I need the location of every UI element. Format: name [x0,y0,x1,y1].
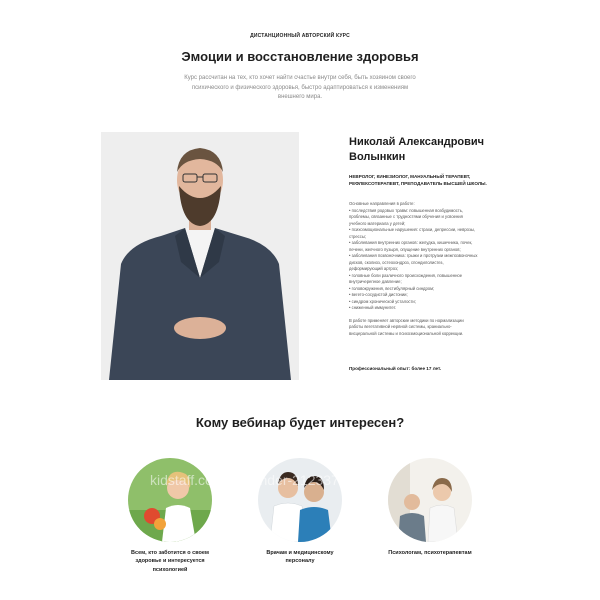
audience-label-healthy-person [110,549,230,574]
audience-photo-psychologists [388,458,472,542]
course-intro: Курс рассчитан на тех, кто хочет найти счастье внутри себя, быть хозяином своего психического и физического здоровья, быстро адаптироваться к изменениям внешнего мира. [184,75,416,101]
audience-photo-healthy-person [128,458,212,542]
author-body-line: • заболевания позвоночника: грыжи и протрузии межпозвоночных [349,253,478,258]
label-line: психологией [152,566,188,573]
author-description [349,201,499,337]
audience-label-doctors [240,549,360,566]
author-experience: Профессиональный опыт: более 17 лет. [349,366,442,371]
author-body-line: стрессы; [349,233,367,239]
author-body-line: деформирующий артроз; [349,266,399,271]
author-name-line1: Николай Александрович [349,136,485,148]
label-line: Психологам, психотерапевтам [388,550,472,556]
label-line: Всем, кто заботится о своем [131,550,209,556]
course-kicker: ДИСТАНЦИОННЫЙ АВТОРСКИЙ КУРС [250,33,350,39]
author-body-line: • психоэмоциональные нарушения: страхи, депрессии, неврозы, [349,227,476,232]
author-photo [101,132,299,380]
author-body-line: • головные боли различного происхождения, повышенное [349,272,463,278]
author-body-line: печени, желчного пузыря, опущение внутренних органов; [349,246,461,252]
label-line: здоровье и интересуется [135,558,205,565]
author-body2-line: висцеральной системы и психоэмоциональной коррекции. [349,330,464,336]
author-name-line2: Волынкин [349,150,406,163]
author-body-line: • последствия родовых травм: повышенная возбудимость, [349,207,464,213]
author-body2-line: В работе применяет авторские методики по нормализации [349,317,464,323]
author-role: НЕВРОЛОГ, КИНЕЗИОЛОГ, МАНУАЛЬНЫЙ ТЕРАПЕВТ, РЕФЛЕКСОТЕРАПЕВТ, ПРЕПОДАВАТЕЛЬ ВЫСШЕЙ ШКОЛЫ. [349,174,487,187]
label-line: персоналу [285,558,315,565]
author-body-line: дисков, сколиоз, остеохондроз, спондилолистез, [349,259,444,265]
label-line: Врачам и медицинскому [266,550,334,556]
author-body-line: • синдром хронической усталости; [349,298,416,304]
author-body-line: • головокружения, вестибулярный синдром; [349,285,435,291]
audience-photo-doctors [258,458,342,542]
course-title: Эмоции и восстановление здоровья [181,49,419,64]
author-body-line: • вегето-сосудистой дистонии; [349,292,408,297]
watermark: kidstaff.com.ua/tender-212337.html [150,472,370,488]
author-body-line: внутричерепное давление; [349,279,402,284]
audience-title: Кому вебинар будет интересен? [195,415,405,430]
author-body-line: проблемы, связанные с трудностями обучения и усвоения [349,214,463,219]
author-body-line: • сниженный иммунитет. [349,305,397,310]
author-body-line: • заболевания внутренних органов: желудка, кишечника, почек, [349,240,473,245]
author-body2-line: работы вегетативной нервной системы, краниально- [349,324,452,329]
author-body-line: Основные направления в работе: [349,201,415,206]
author-body-line: учебного материала у детей; [349,220,406,226]
audience-label-psychologists [370,549,490,557]
author-name [349,135,549,165]
